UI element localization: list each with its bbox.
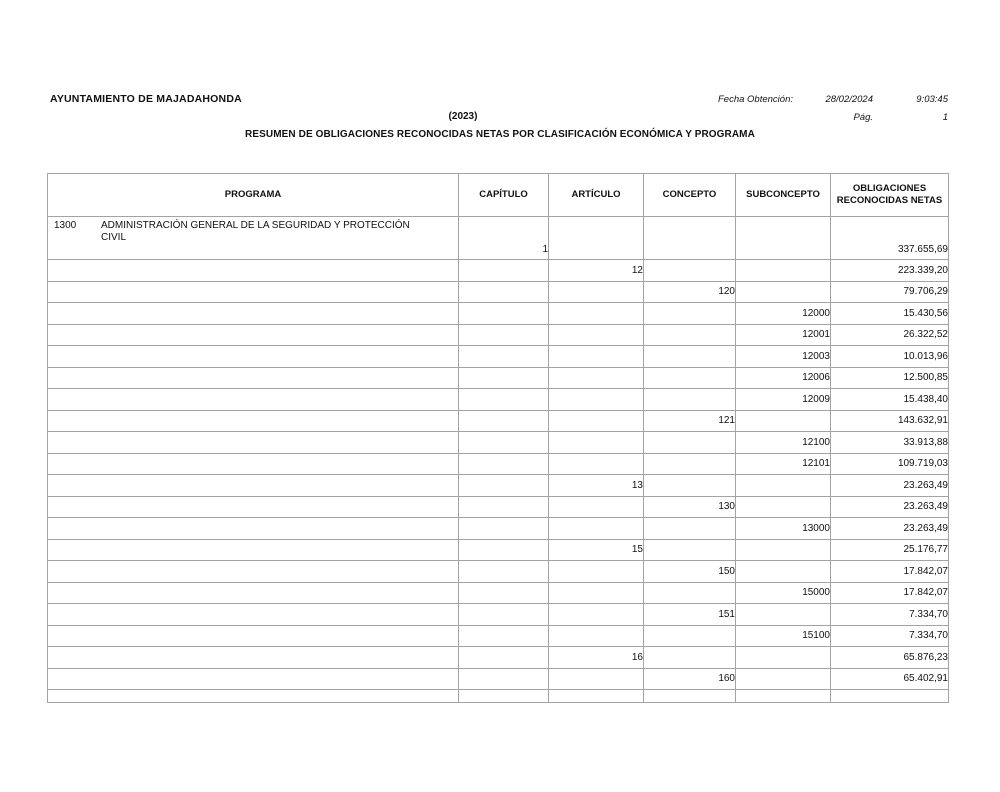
cell-concepto <box>644 690 736 703</box>
cell-programa <box>48 346 459 368</box>
cell-articulo <box>549 432 644 454</box>
cell-subconcepto: 12000 <box>736 303 831 325</box>
cell-capitulo <box>459 690 549 703</box>
table-row <box>48 217 949 260</box>
cell-capitulo <box>459 281 549 303</box>
table-row <box>48 260 949 282</box>
cell-articulo <box>549 604 644 626</box>
cell-programa <box>48 518 459 540</box>
cell-programa <box>48 432 459 454</box>
table-row <box>48 410 949 432</box>
cell-importe: 17.842,07 <box>831 582 949 604</box>
cell-capitulo <box>459 346 549 368</box>
cell-importe: 143.632,91 <box>831 410 949 432</box>
table-row <box>48 453 949 475</box>
cell-articulo: 16 <box>549 647 644 669</box>
cell-articulo <box>549 217 644 260</box>
cell-articulo <box>549 496 644 518</box>
table-row <box>48 389 949 411</box>
cell-subconcepto <box>736 217 831 260</box>
column-header-articulo: ARTÍCULO <box>549 174 644 217</box>
cell-capitulo: 1 <box>459 217 549 260</box>
cell-capitulo <box>459 453 549 475</box>
cell-subconcepto <box>736 539 831 561</box>
cell-concepto: 121 <box>644 410 736 432</box>
cell-concepto: 130 <box>644 496 736 518</box>
cell-programa <box>48 668 459 690</box>
cell-subconcepto: 12003 <box>736 346 831 368</box>
cell-capitulo <box>459 389 549 411</box>
cell-capitulo <box>459 582 549 604</box>
cell-importe: 7.334,70 <box>831 625 949 647</box>
cell-programa <box>48 324 459 346</box>
cell-articulo <box>549 625 644 647</box>
table-row <box>48 647 949 669</box>
table-row <box>48 346 949 368</box>
table-row <box>48 561 949 583</box>
cell-subconcepto <box>736 260 831 282</box>
cell-articulo <box>549 582 644 604</box>
cell-concepto <box>644 647 736 669</box>
table-header-row <box>48 174 949 217</box>
cell-importe: 7.334,70 <box>831 604 949 626</box>
cell-concepto <box>644 625 736 647</box>
report-year: (2023) <box>448 111 478 122</box>
cell-subconcepto: 15100 <box>736 625 831 647</box>
cell-articulo <box>549 518 644 540</box>
table-row <box>48 432 949 454</box>
cell-articulo: 15 <box>549 539 644 561</box>
cell-importe: 65.402,91 <box>831 668 949 690</box>
column-header-obligaciones: OBLIGACIONES RECONOCIDAS NETAS <box>831 174 949 217</box>
table-row <box>48 625 949 647</box>
cell-concepto <box>644 539 736 561</box>
cell-importe: 109.719,03 <box>831 453 949 475</box>
cell-capitulo <box>459 410 549 432</box>
table-row <box>48 303 949 325</box>
program-code: 1300 <box>54 220 77 231</box>
cell-concepto <box>644 217 736 260</box>
cell-importe: 17.842,07 <box>831 561 949 583</box>
table-row <box>48 324 949 346</box>
cell-programa <box>48 604 459 626</box>
cell-capitulo <box>459 539 549 561</box>
column-header-capitulo: CAPÍTULO <box>459 174 549 217</box>
cell-subconcepto <box>736 410 831 432</box>
page-label: Pág. <box>853 112 873 123</box>
cell-programa <box>48 260 459 282</box>
cell-importe: 15.438,40 <box>831 389 949 411</box>
cell-programa <box>48 281 459 303</box>
cell-articulo <box>549 561 644 583</box>
cell-subconcepto <box>736 647 831 669</box>
cell-programa <box>48 647 459 669</box>
cell-subconcepto: 15000 <box>736 582 831 604</box>
cell-concepto <box>644 324 736 346</box>
cell-concepto <box>644 518 736 540</box>
cell-concepto: 160 <box>644 668 736 690</box>
cell-concepto <box>644 475 736 497</box>
cell-programa <box>48 539 459 561</box>
cell-articulo <box>549 303 644 325</box>
cell-programa <box>48 217 459 260</box>
cell-programa <box>48 496 459 518</box>
cell-programa <box>48 367 459 389</box>
cell-articulo <box>549 324 644 346</box>
cell-capitulo <box>459 367 549 389</box>
cell-concepto <box>644 453 736 475</box>
cell-programa <box>48 389 459 411</box>
fecha-obtencion-date: 28/02/2024 <box>825 94 873 105</box>
cell-subconcepto <box>736 281 831 303</box>
cell-capitulo <box>459 260 549 282</box>
table-row <box>48 518 949 540</box>
cell-importe: 25.176,77 <box>831 539 949 561</box>
cell-subconcepto: 12100 <box>736 432 831 454</box>
cell-capitulo <box>459 324 549 346</box>
cell-articulo: 12 <box>549 260 644 282</box>
cell-importe: 26.322,52 <box>831 324 949 346</box>
table-row <box>48 604 949 626</box>
cell-concepto: 120 <box>644 281 736 303</box>
cell-subconcepto <box>736 604 831 626</box>
cell-importe: 79.706,29 <box>831 281 949 303</box>
cell-concepto <box>644 260 736 282</box>
cell-articulo: 13 <box>549 475 644 497</box>
organization-name: AYUNTAMIENTO DE MAJADAHONDA <box>50 93 242 105</box>
cell-importe: 23.263,49 <box>831 475 949 497</box>
cell-concepto <box>644 432 736 454</box>
cell-importe: 65.876,23 <box>831 647 949 669</box>
cell-capitulo <box>459 647 549 669</box>
cell-concepto <box>644 346 736 368</box>
cell-concepto <box>644 389 736 411</box>
cell-importe: 23.263,49 <box>831 496 949 518</box>
table-header <box>48 174 949 217</box>
cell-articulo <box>549 281 644 303</box>
cell-subconcepto: 12009 <box>736 389 831 411</box>
program-name: ADMINISTRACIÓN GENERAL DE LA SEGURIDAD Y PROTECCIÓN CIVIL <box>101 220 410 243</box>
cell-importe: 33.913,88 <box>831 432 949 454</box>
column-header-subconcepto: SUBCONCEPTO <box>736 174 831 217</box>
fecha-obtencion-label: Fecha Obtención: <box>718 94 793 105</box>
table-row <box>48 367 949 389</box>
table-row <box>48 475 949 497</box>
cell-importe: 337.655,69 <box>831 217 949 260</box>
cell-articulo <box>549 453 644 475</box>
cell-capitulo <box>459 303 549 325</box>
cell-importe: 12.500,85 <box>831 367 949 389</box>
table-row <box>48 496 949 518</box>
cell-subconcepto: 12101 <box>736 453 831 475</box>
cell-concepto <box>644 582 736 604</box>
cell-programa <box>48 303 459 325</box>
cell-capitulo <box>459 604 549 626</box>
cell-programa <box>48 410 459 432</box>
cell-importe: 23.263,49 <box>831 518 949 540</box>
cell-subconcepto <box>736 561 831 583</box>
cell-subconcepto: 12001 <box>736 324 831 346</box>
cell-subconcepto <box>736 690 831 703</box>
cell-articulo <box>549 346 644 368</box>
cell-concepto: 151 <box>644 604 736 626</box>
table-row <box>48 539 949 561</box>
cell-subconcepto: 13000 <box>736 518 831 540</box>
cell-programa <box>48 582 459 604</box>
fecha-obtencion-time: 9:03:45 <box>916 94 948 105</box>
cell-importe <box>831 690 949 703</box>
cell-programa <box>48 453 459 475</box>
cell-capitulo <box>459 496 549 518</box>
cell-concepto <box>644 367 736 389</box>
cell-subconcepto: 12006 <box>736 367 831 389</box>
table-row-partial <box>48 690 949 703</box>
cell-concepto <box>644 303 736 325</box>
cell-articulo <box>549 668 644 690</box>
cell-importe: 223.339,20 <box>831 260 949 282</box>
column-header-programa: PROGRAMA <box>48 174 459 217</box>
cell-subconcepto <box>736 668 831 690</box>
cell-articulo <box>549 367 644 389</box>
cell-capitulo <box>459 668 549 690</box>
cell-capitulo <box>459 561 549 583</box>
cell-capitulo <box>459 625 549 647</box>
cell-articulo <box>549 389 644 411</box>
cell-programa <box>48 561 459 583</box>
cell-programa <box>48 625 459 647</box>
cell-importe: 10.013,96 <box>831 346 949 368</box>
cell-capitulo <box>459 475 549 497</box>
cell-capitulo <box>459 518 549 540</box>
cell-programa <box>48 690 459 703</box>
table-body <box>48 217 949 703</box>
cell-articulo <box>549 410 644 432</box>
table-row <box>48 582 949 604</box>
cell-importe: 15.430,56 <box>831 303 949 325</box>
page-number: 1 <box>942 112 948 123</box>
column-header-concepto: CONCEPTO <box>644 174 736 217</box>
table-row <box>48 281 949 303</box>
cell-subconcepto <box>736 475 831 497</box>
cell-articulo <box>549 690 644 703</box>
cell-concepto: 150 <box>644 561 736 583</box>
report-title: RESUMEN DE OBLIGACIONES RECONOCIDAS NETAS POR CLASIFICACIÓN ECONÓMICA Y PROGRAMA <box>245 129 755 140</box>
cell-programa <box>48 475 459 497</box>
table-row <box>48 668 949 690</box>
obligaciones-table <box>47 173 949 703</box>
cell-capitulo <box>459 432 549 454</box>
cell-subconcepto <box>736 496 831 518</box>
